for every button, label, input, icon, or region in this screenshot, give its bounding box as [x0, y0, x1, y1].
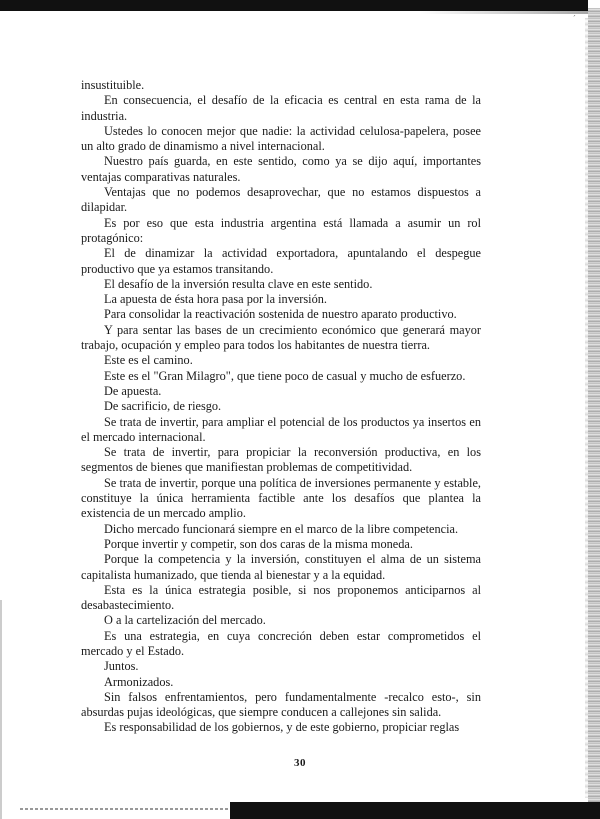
paragraph: Porque la competencia y la inversión, constituyen el alma de un sistema capitalista humanizado, que tienda al bienestar y a la equidad. — [81, 552, 481, 582]
paragraph: De apuesta. — [104, 383, 162, 398]
scan-corner-mark: ˊ — [573, 14, 576, 23]
paragraph: Se trata de invertir, para ampliar el potencial de los productos ya insertos en el mercado internacional. — [81, 414, 481, 444]
paragraph: Ustedes lo conocen mejor que nadie: la actividad celulosa-papelera, posee un alto grado de dinamismo a nivel internacional. — [81, 123, 481, 154]
paragraph: Dicho mercado funcionará siempre en el marco de la libre competencia. — [104, 521, 459, 536]
paragraph: O a la cartelización del mercado. — [104, 613, 266, 628]
paragraph: Este es el "Gran Milagro", que tiene poco de casual y mucho de esfuerzo. — [104, 368, 466, 383]
body-text — [81, 78, 481, 736]
paragraph: El desafío de la inversión resulta clave en este sentido. — [104, 276, 373, 291]
paragraph: Para consolidar la reactivación sostenida de nuestro aparato productivo. — [104, 307, 457, 322]
paragraph: De sacrificio, de riesgo. — [104, 399, 222, 414]
scan-bottom-border — [230, 802, 600, 819]
page-number: 30 — [294, 757, 306, 769]
paragraph: Porque invertir y competir, son dos caras de la misma moneda. — [104, 536, 413, 551]
paragraph: Es una estrategia, en cuya concreción deben estar comprometidos el mercado y el Estado. — [81, 628, 481, 658]
paragraph: En consecuencia, el desafío de la eficacia es central en esta rama de la industria. — [81, 93, 481, 123]
scan-right-edge-texture — [585, 18, 588, 798]
scan-right-edge — [588, 8, 600, 808]
scan-left-edge — [0, 600, 2, 819]
paragraph: Nuestro país guarda, en este sentido, como ya se dijo aquí, importantes ventajas comparativas naturales. — [81, 154, 481, 184]
paragraph: Sin falsos enfrentamientos, pero fundamentalmente -recalco esto-, sin absurdas pujas ideológicas, que siempre conducen a callejones sin salida. — [81, 689, 481, 720]
paragraph: La apuesta de ésta hora pasa por la inversión. — [104, 292, 327, 307]
paragraph: Se trata de invertir, para propiciar la reconversión productiva, en los segmentos de bienes que manifiestan problemas de competitividad. — [81, 445, 481, 475]
paragraph: Ventajas que no podemos desaprovechar, que no estamos dispuestos a dilapidar. — [81, 185, 481, 215]
paragraph: El de dinamizar la actividad exportadora, apuntalando el despegue productivo que ya estamos transitando. — [81, 246, 481, 276]
scan-bottom-shadow — [20, 808, 230, 810]
paragraph: Se trata de invertir, porque una política de inversiones permanente y estable, constituye la única herramienta factible ante los desafíos que plantea la existencia de un mercado amplio. — [81, 475, 481, 521]
paragraph: Es por eso que esta industria argentina está llamada a asumir un rol protagónico: — [81, 215, 481, 245]
paragraph: Juntos. — [104, 659, 139, 674]
paragraph: Esta es la única estrategia posible, si nos proponemos anticiparnos al desabastecimiento. — [81, 582, 481, 613]
paragraph: Y para sentar las bases de un crecimiento económico que generará mayor trabajo, ocupación y empleo para todos los habitantes de nuestra tierra. — [81, 322, 481, 353]
paragraph: Este es el camino. — [104, 353, 193, 368]
paragraph: Es responsabilidad de los gobiernos, y de este gobierno, propiciar reglas — [104, 720, 460, 735]
scan-top-shadow — [420, 10, 588, 14]
paragraph: Armonizados. — [104, 674, 174, 689]
paragraph: insustituible. — [81, 78, 145, 92]
